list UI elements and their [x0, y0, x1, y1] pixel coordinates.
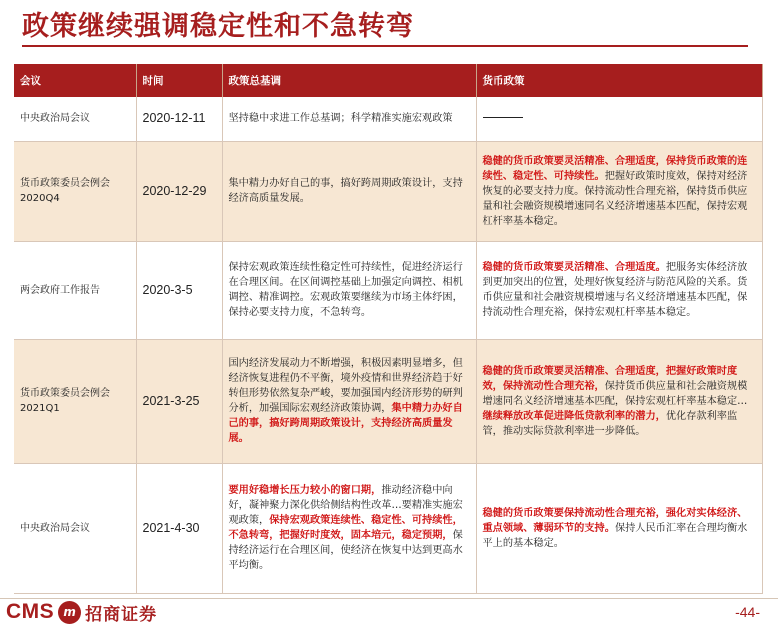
cell-monetary: [476, 97, 762, 141]
cell-text: 国内经济发展动力不断增强，积极因素明显增多，但经济恢复进程仍不平衡，境外疫情和世界经济趋于好转但形势依然复杂严峻，要加强国内经济形势的研判分析，加强国际宏观经济政策协调，: [228, 358, 463, 414]
highlighted-text: 稳健的货币政策要保持流动性合理充裕，强化对实体经济、重点领域、薄弱环节的支持。: [482, 507, 748, 534]
cell-date: 2020-12-29: [136, 141, 222, 241]
cell-text: 推动经济稳中向好，凝神聚力深化供给侧结构性改革…要精准实施宏观政策，: [228, 485, 463, 526]
cell-meeting: 中央政治局会议: [14, 463, 136, 593]
page-title: 政策继续强调稳定性和不急转弯: [22, 11, 414, 42]
cell-monetary: [476, 141, 762, 241]
cell-date: 2020-12-11: [136, 97, 222, 141]
cell-monetary: [476, 463, 762, 593]
highlighted-text: 集中精力办好自己的事，搞好跨周期政策设计，支持经济高质量发展。: [228, 403, 463, 444]
policy-table: [14, 64, 763, 594]
cell-text: 保持宏观政策连续性稳定性可持续性，促进经济运行在合理区间。在区间调控基础上加强定向调控、相机调控、精准调控。宏观政策要继续为市场主体纾困，保持必要支持力度，不急转弯。: [228, 262, 463, 318]
cell-meeting: 中央政治局会议: [14, 97, 136, 141]
highlighted-text: 稳健的货币政策要灵活精准、合理适度，把握好政策时度效，保持流动性合理充裕，: [482, 365, 738, 392]
highlighted-text: 稳健的货币政策要灵活精准、合理适度，保持货币政策的连续性、稳定性、可持续性。: [482, 155, 748, 182]
highlighted-text: 稳健的货币政策要灵活精准、合理适度。: [482, 262, 666, 273]
highlighted-text: 要用好稳增长压力较小的窗口期，: [228, 485, 382, 496]
highlighted-text: 保持宏观政策连续性、稳定性、可持续性，不急转弯，把握好时度效，固本培元，稳定预期，: [228, 515, 463, 541]
cell-monetary: [476, 241, 762, 339]
cell-text: 保持货币供应量和社会融资规模增速同名义经济增速基本匹配，保持宏观杠杆率基本稳定…: [482, 380, 748, 407]
cell-tone: [222, 97, 476, 141]
header-meeting: 会议: [14, 64, 136, 97]
table-row: [14, 141, 762, 241]
cell-text: [483, 117, 523, 119]
highlighted-text: 继续释放改革促进降低贷款利率的潜力，: [482, 410, 666, 422]
cell-text: 保持经济运行在合理区间，使经济在恢复中达到更高水平均衡。: [228, 530, 463, 571]
table-row: [14, 463, 762, 593]
cell-tone: [222, 241, 476, 339]
logo-chinese-name: 招商证券: [85, 604, 158, 625]
cell-date: 2020-3-5: [136, 241, 222, 339]
cell-date: 2021-3-25: [136, 339, 222, 463]
cell-text: 把握好政策时度效，保持对经济恢复的必要支持力度。保持流动性合理充裕，保持货币供应量和社会融资规模增速同名义经济增速基本匹配，保持宏观杠杆率基本稳定。: [482, 170, 748, 227]
title-divider: [22, 45, 748, 47]
cell-meeting: 货币政策委员会例会2021Q1: [14, 339, 136, 463]
header-monetary: 货币政策: [476, 64, 762, 97]
cell-tone: [222, 463, 476, 593]
table-header-row: [14, 64, 762, 97]
cell-date: 2021-4-30: [136, 463, 222, 593]
cell-text: 把服务实体经济放到更加突出的位置，处理好恢复经济与防范风险的关系。货币供应量和社会融资规模增速与名义经济增速基本匹配，保持流动性合理充裕，保持宏观杠杆率基本稳定。: [482, 262, 748, 318]
cell-text: 优化存款利率监管，推动实际贷款利率进一步降低。: [482, 410, 738, 437]
table-row: [14, 241, 762, 339]
cell-tone: [222, 339, 476, 463]
cell-meeting: 货币政策委员会例会2020Q4: [14, 141, 136, 241]
logo-emblem-icon: m: [58, 601, 81, 624]
cell-monetary: [476, 339, 762, 463]
cell-text: 保持人民币汇率在合理均衡水平上的基本稳定。: [482, 522, 748, 549]
cell-tone: [222, 141, 476, 241]
cell-text: 坚持稳中求进工作总基调；科学精准实施宏观政策: [228, 113, 453, 125]
table-body: [14, 97, 762, 593]
cms-logo: [6, 598, 157, 626]
cell-text: 集中精力办好自己的事，搞好跨周期政策设计，支持经济高质量发展。: [228, 178, 463, 204]
logo-text: CMS: [6, 600, 55, 623]
cell-meeting: 两会政府工作报告: [14, 241, 136, 339]
table-row: [14, 97, 762, 141]
table-row: [14, 339, 762, 463]
page-number: -44-: [735, 604, 760, 620]
header-tone: 政策总基调: [222, 64, 476, 97]
header-date: 时间: [136, 64, 222, 97]
